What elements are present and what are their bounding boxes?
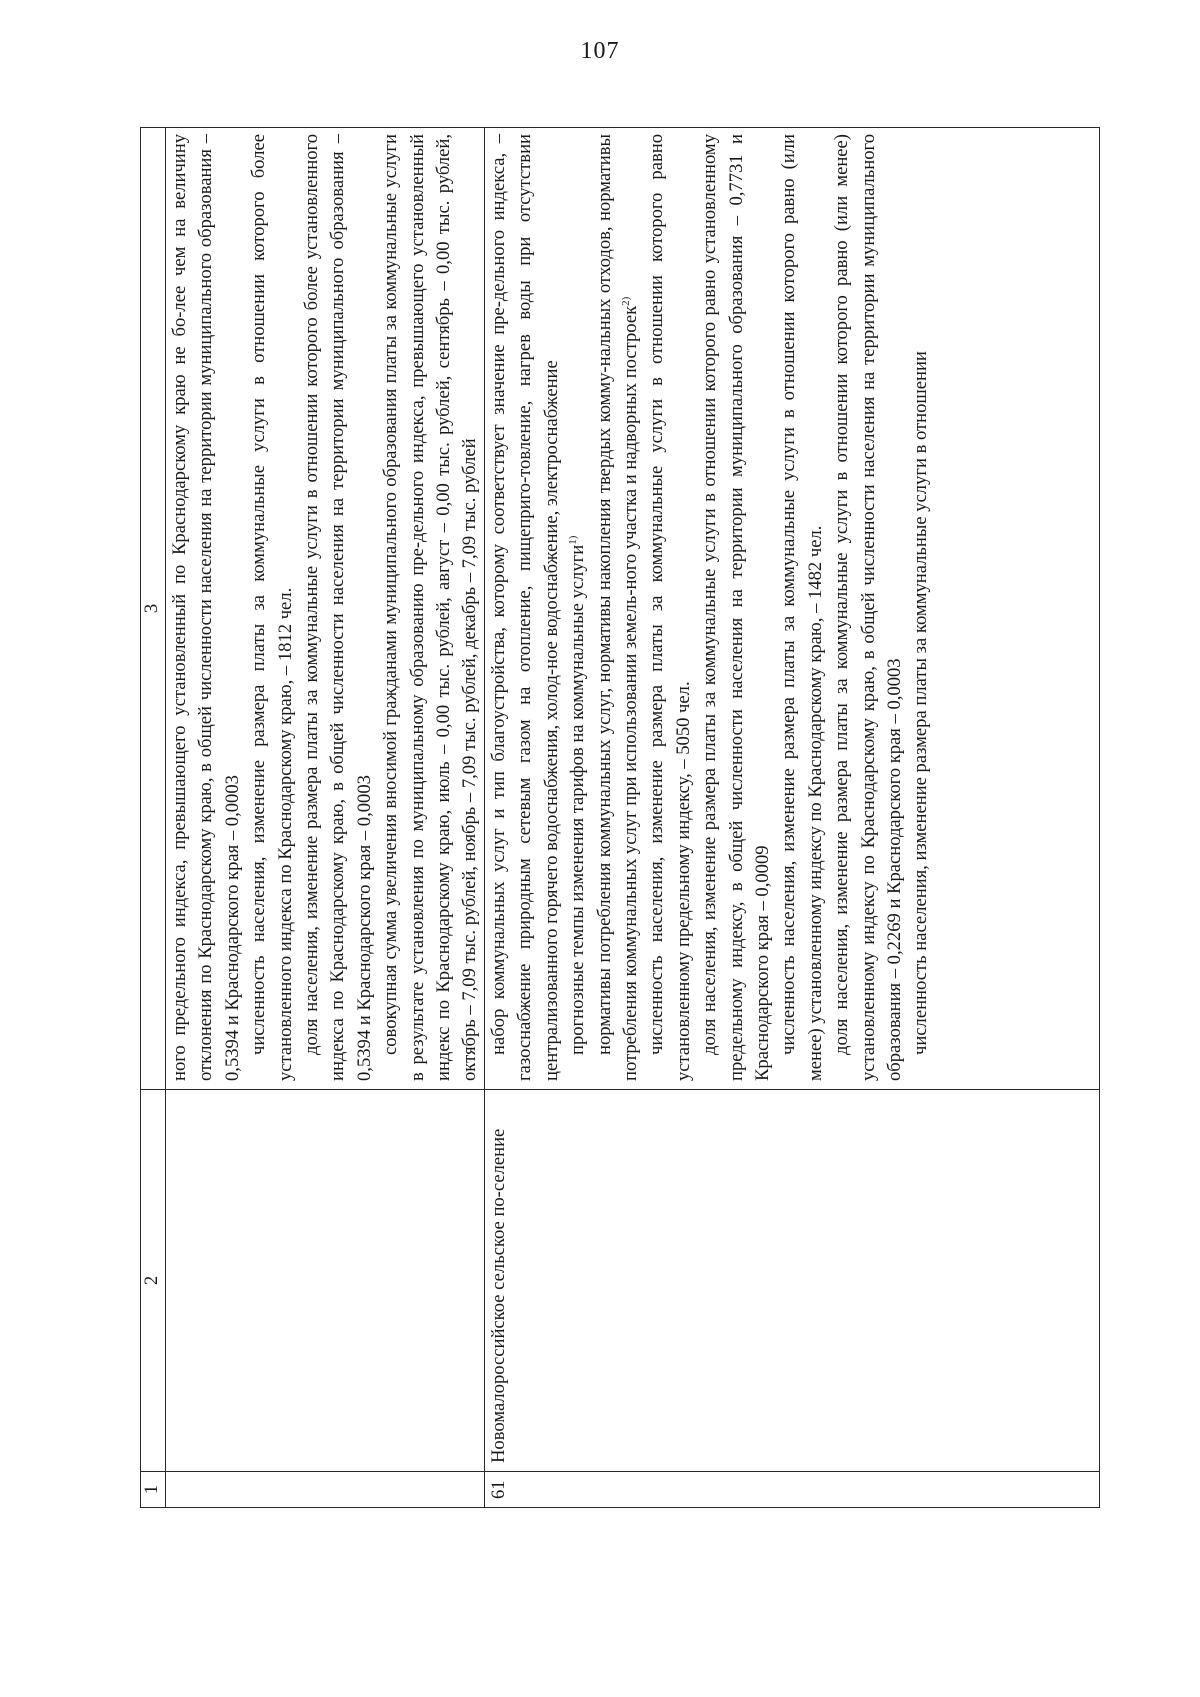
paragraph: набор коммунальных услуг и тип благоустройства, которому соответствует значение пре-дельного индекса, – газоснабжение природным сетевым газом на отопление, пищеприго-товление, нагрев воды при отсутствии централизованного горячего водоснабжения, холод-ное водоснабжение, электроснабжение bbox=[487, 134, 562, 1081]
footnote-marker: 2) bbox=[619, 296, 632, 306]
footnote-marker: 1) bbox=[566, 535, 579, 545]
municipality-name: Новомалороссийское сельское по-селение bbox=[484, 1090, 1099, 1472]
paragraph-text: прогнозные темпы изменения тарифов на коммунальные услуги bbox=[567, 544, 589, 1055]
column-header-1: 1 bbox=[141, 1472, 166, 1508]
paragraph: доля населения, изменение размера платы за коммунальные услуги в отношении которого более установленного индекса по Краснодарскому краю, в общей численности населения на территории муниципального образования – 0,5394 и Краснодарского края – 0,0003 bbox=[301, 134, 375, 1081]
table-row bbox=[166, 128, 485, 1508]
paragraph: численность населения, изменение размера платы за коммунальные услуги в отношении которого равно (или менее) установленному индексу по Краснодарскому краю, – 1482 чел. bbox=[778, 134, 826, 1081]
paragraph bbox=[592, 134, 645, 1081]
paragraph bbox=[565, 134, 591, 1081]
column-header-2: 2 bbox=[141, 1090, 166, 1472]
data-table bbox=[140, 127, 1100, 1508]
paragraph: численность населения, изменение размера платы за коммунальные услуги в отношении bbox=[910, 351, 932, 1055]
rotated-table-container bbox=[140, 128, 1100, 1508]
paragraph: численность населения, изменение размера платы за коммунальные услуги в отношении которого более установленного индекса по Краснодарскому краю, – 1812 чел. bbox=[248, 134, 296, 1081]
paragraph: численность населения, изменение размера платы за коммунальные услуги в отношении которого равно установленному предельному индексу, – 5050 чел. bbox=[646, 134, 694, 1081]
indicator-text bbox=[484, 128, 1099, 1090]
column-header-3: 3 bbox=[141, 128, 166, 1090]
paragraph: ного предельного индекса, превышающего установленный по Краснодарскому краю не бо-лее чем на величину отклонения по Краснодарскому краю, в общей численности населения на территории муниципального образования – 0,5394 и Краснодарского края – 0,0003 bbox=[169, 134, 243, 1081]
paragraph-text: нормативы потребления коммунальных услуг, нормативы накопления твердых комму-нальных отходов, нормативы потребления коммунальных услуг при использовании земель-ного участка и надворных построек bbox=[593, 134, 641, 1081]
table-header-row bbox=[141, 128, 166, 1508]
indicator-text bbox=[166, 128, 485, 1090]
municipality-name bbox=[166, 1090, 485, 1472]
paragraph: доля населения, изменение размера платы за коммунальные услуги в отношении которого равно установленному предельному индексу, в общей численности населения на территории муниципального образования – 0,7731 и Краснодарского края – 0,0009 bbox=[699, 134, 773, 1081]
table-row bbox=[484, 128, 1099, 1508]
row-number bbox=[166, 1472, 485, 1508]
paragraph: совокупная сумма увеличения вносимой гражданами муниципального образования платы за коммунальные услуги в результате установления по муниципальному образованию пре-дельного индекса, превышающего установленный индекс по Краснодарскому краю, июль – 0,00 тыс. рублей, август – 0,00 тыс. рублей, сентябрь – 0,00 тыс. рублей, октябрь – 7,09 тыс. рублей, ноябрь – 7,09 тыс. рублей, декабрь – 7,09 тыс. рублей bbox=[380, 134, 481, 1081]
paragraph: доля населения, изменение размера платы за коммунальные услуги в отношении которого равно (или менее) установленному индексу по Краснодарскому краю, в общей численности населения на территории муниципального образования – 0,2269 и Краснодарского края – 0,0003 bbox=[831, 134, 905, 1081]
row-number: 61 bbox=[484, 1472, 1099, 1508]
page-number: 107 bbox=[580, 38, 620, 64]
